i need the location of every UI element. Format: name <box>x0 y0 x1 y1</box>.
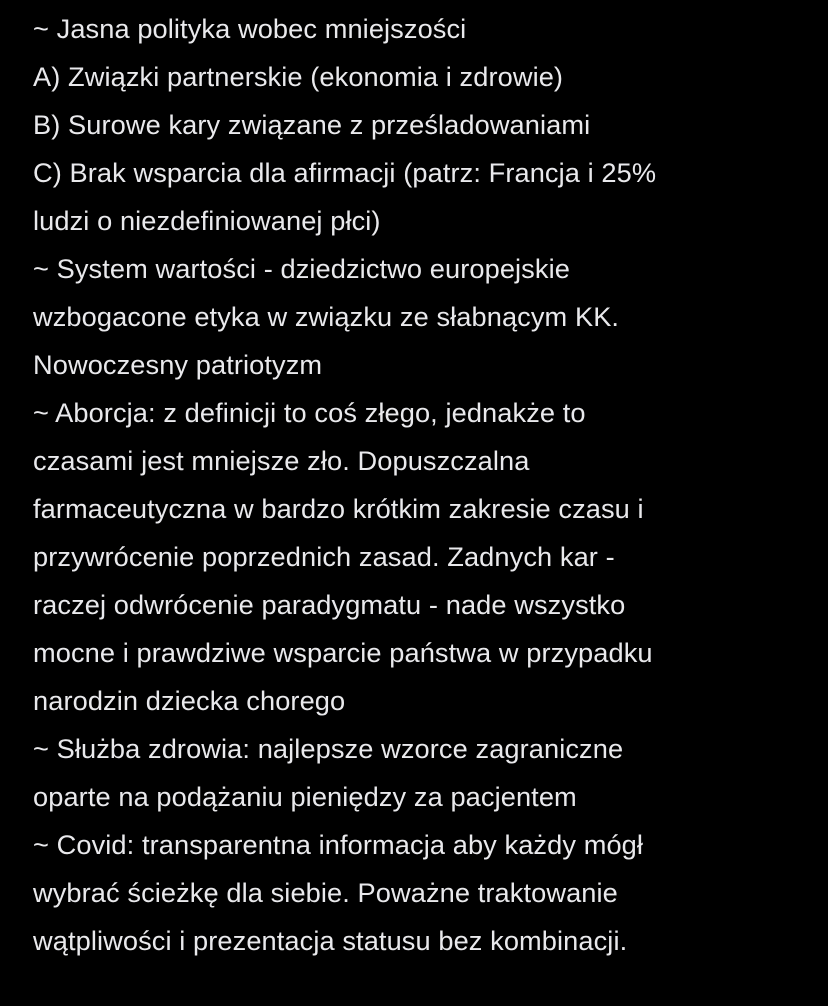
note-line-17: oparte na podążaniu pieniędzy za pacjentem <box>33 781 577 812</box>
note-line-2: A) Związki partnerskie (ekonomia i zdrowie) <box>33 61 564 92</box>
note-line-16: ~ Służba zdrowia: najlepsze wzorce zagraniczne <box>33 733 624 764</box>
note-line-15: narodzin dziecka chorego <box>33 685 346 716</box>
note-line-4: C) Brak wsparcia dla afirmacji (patrz: Francja i 25% <box>33 157 657 188</box>
note-text-body <box>33 5 813 965</box>
note-line-1: ~ Jasna polityka wobec mniejszości <box>33 13 467 44</box>
note-line-19: wybrać ścieżkę dla siebie. Poważne traktowanie <box>33 877 618 908</box>
note-line-13: raczej odwrócenie paradygmatu - nade wszystko <box>33 589 626 620</box>
note-line-8: Nowoczesny patriotyzm <box>33 349 323 380</box>
note-line-14: mocne i prawdziwe wsparcie państwa w przypadku <box>33 637 653 668</box>
note-line-10: czasami jest mniejsze zło. Dopuszczalna <box>33 445 530 476</box>
note-line-11: farmaceutyczna w bardzo krótkim zakresie czasu i <box>33 493 644 524</box>
note-line-6: ~ System wartości - dziedzictwo europejskie <box>33 253 570 284</box>
note-line-9: ~ Aborcja: z definicji to coś złego, jednakże to <box>33 397 586 428</box>
note-line-20: wątpliwości i prezentacja statusu bez kombinacji. <box>33 925 628 956</box>
note-line-18: ~ Covid: transparentna informacja aby każdy mógł <box>33 829 644 860</box>
note-line-3: B) Surowe kary związane z prześladowaniami <box>33 109 591 140</box>
note-line-12: przywrócenie poprzednich zasad. Zadnych kar - <box>33 541 615 572</box>
note-line-5: ludzi o niezdefiniowanej płci) <box>33 205 381 236</box>
note-line-7: wzbogacone etyka w związku ze słabnącym KK. <box>33 301 620 332</box>
